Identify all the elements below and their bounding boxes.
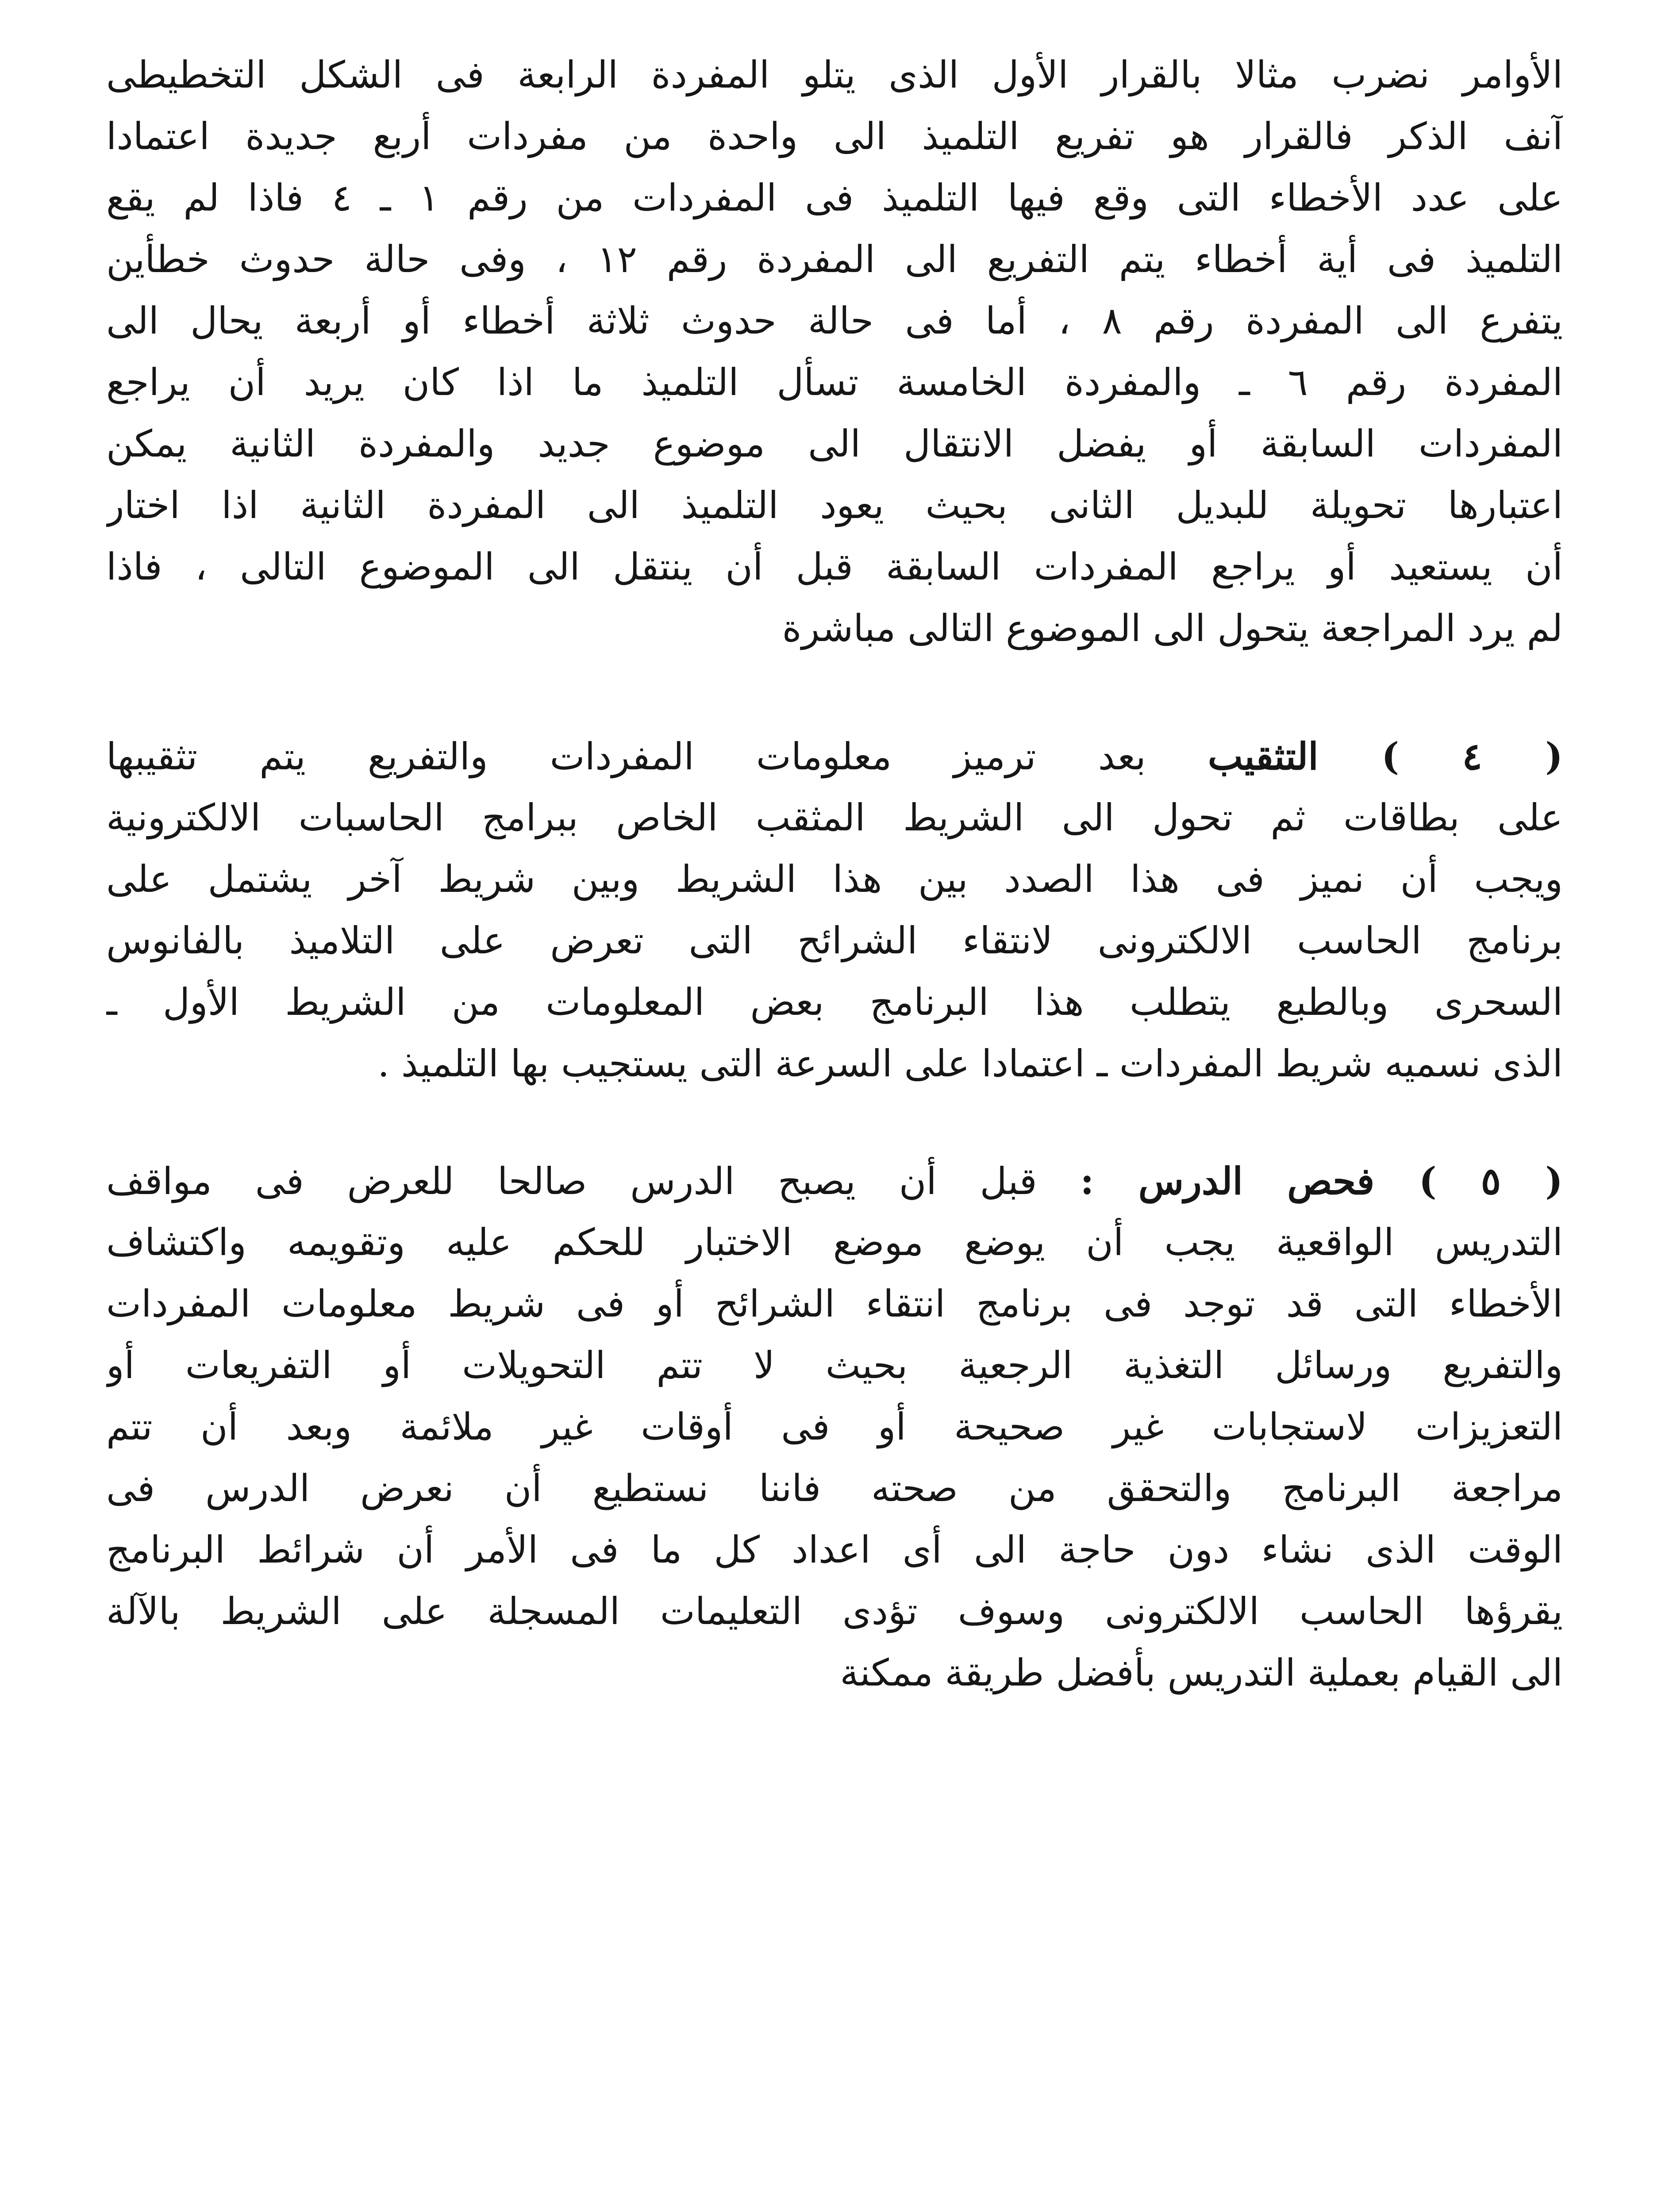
text-line: الذى نسميه شريط المفردات ـ اعتمادا على السرعة التى يستجيب بها التلميذ . xyxy=(377,1042,1563,1085)
heading-line-text: بعد ترميز معلومات المفردات والتفريع يتم تثقيبها xyxy=(106,735,1146,778)
text-line: السحرى وبالطبع يتطلب هذا البرنامج بعض المعلومات من الشريط الأول ـ xyxy=(106,980,1563,1024)
text-line xyxy=(106,1150,1563,1212)
text-line: لم يرد المراجعة يتحول الى الموضوع التالى مباشرة xyxy=(782,607,1563,650)
heading-line-text: قبل أن يصبح الدرس صالحا للعرض فى مواقف xyxy=(106,1160,1037,1203)
text-line: الى القيام بعملية التدريس بأفضل طريقة ممكنة xyxy=(840,1651,1563,1694)
text-line: يقرؤها الحاسب الالكترونى وسوف تؤدى التعليمات المسجلة على الشريط بالآلة xyxy=(106,1590,1563,1633)
text-line: يتفرع الى المفردة رقم ٨ ، أما فى حالة حدوث ثلاثة أخطاء أو أربعة يحال الى xyxy=(106,299,1563,342)
text-line: التعزيزات لاستجابات غير صحيحة أو فى أوقات غير ملائمة وبعد أن تتم xyxy=(106,1405,1563,1448)
text-line: على بطاقات ثم تحول الى الشريط المثقب الخاص ببرامج الحاسبات الالكترونية xyxy=(106,796,1563,839)
text-line: الأوامر نضرب مثالا بالقرار الأول الذى يتلو المفردة الرابعة فى الشكل التخطيطى xyxy=(106,53,1563,96)
text-line: المفردة رقم ٦ ـ والمفردة الخامسة تسأل التلميذ ما اذا كان يريد أن يراجع xyxy=(106,361,1563,404)
text-line: المفردات السابقة أو يفضل الانتقال الى موضوع جديد والمفردة الثانية يمكن xyxy=(106,422,1563,465)
paragraph-branching-example xyxy=(106,44,1563,659)
text-line: أن يستعيد أو يراجع المفردات السابقة قبل أن ينتقل الى الموضوع التالى ، فاذا xyxy=(106,545,1563,588)
text-line: اعتبارها تحويلة للبديل الثانى بحيث يعود التلميذ الى المفردة الثانية اذا اختار xyxy=(106,484,1563,527)
text-line: مراجعة البرنامج والتحقق من صحته فاننا نستطيع أن نعرض الدرس فى xyxy=(106,1467,1563,1510)
section-heading-lesson-check: ( ٥ ) فحص الدرس : xyxy=(1080,1159,1563,1203)
paragraph-lesson-check xyxy=(106,1150,1563,1704)
text-line: التدريس الواقعية يجب أن يوضع موضع الاختبار للحكم عليه وتقويمه واكتشاف xyxy=(106,1221,1563,1264)
text-line: الأخطاء التى قد توجد فى برنامج انتقاء الشرائح أو فى شريط معلومات المفردات xyxy=(106,1282,1563,1325)
text-line: برنامج الحاسب الالكترونى لانتقاء الشرائح التى تعرض على التلاميذ بالفانوس xyxy=(106,919,1563,962)
text-line: الوقت الذى نشاء دون حاجة الى أى اعداد كل ما فى الأمر أن شرائط البرنامج xyxy=(106,1528,1563,1571)
paragraph-punching xyxy=(106,726,1563,1094)
text-line: والتفريع ورسائل التغذية الرجعية بحيث لا تتم التحويلات أو التفريعات أو xyxy=(106,1344,1563,1387)
section-heading-punching: ( ٤ ) التثقيب xyxy=(1208,734,1563,778)
text-line: ويجب أن نميز فى هذا الصدد بين هذا الشريط وبين شريط آخر يشتمل على xyxy=(106,857,1563,901)
text-line xyxy=(106,726,1563,787)
text-line: على عدد الأخطاء التى وقع فيها التلميذ فى المفردات من رقم ١ ـ ٤ فاذا لم يقع xyxy=(106,176,1563,219)
text-line: آنف الذكر فالقرار هو تفريع التلميذ الى واحدة من مفردات أربع جديدة اعتمادا xyxy=(106,115,1563,158)
text-line: التلميذ فى أية أخطاء يتم التفريع الى المفردة رقم ١٢ ، وفى حالة حدوث خطأين xyxy=(106,238,1563,281)
